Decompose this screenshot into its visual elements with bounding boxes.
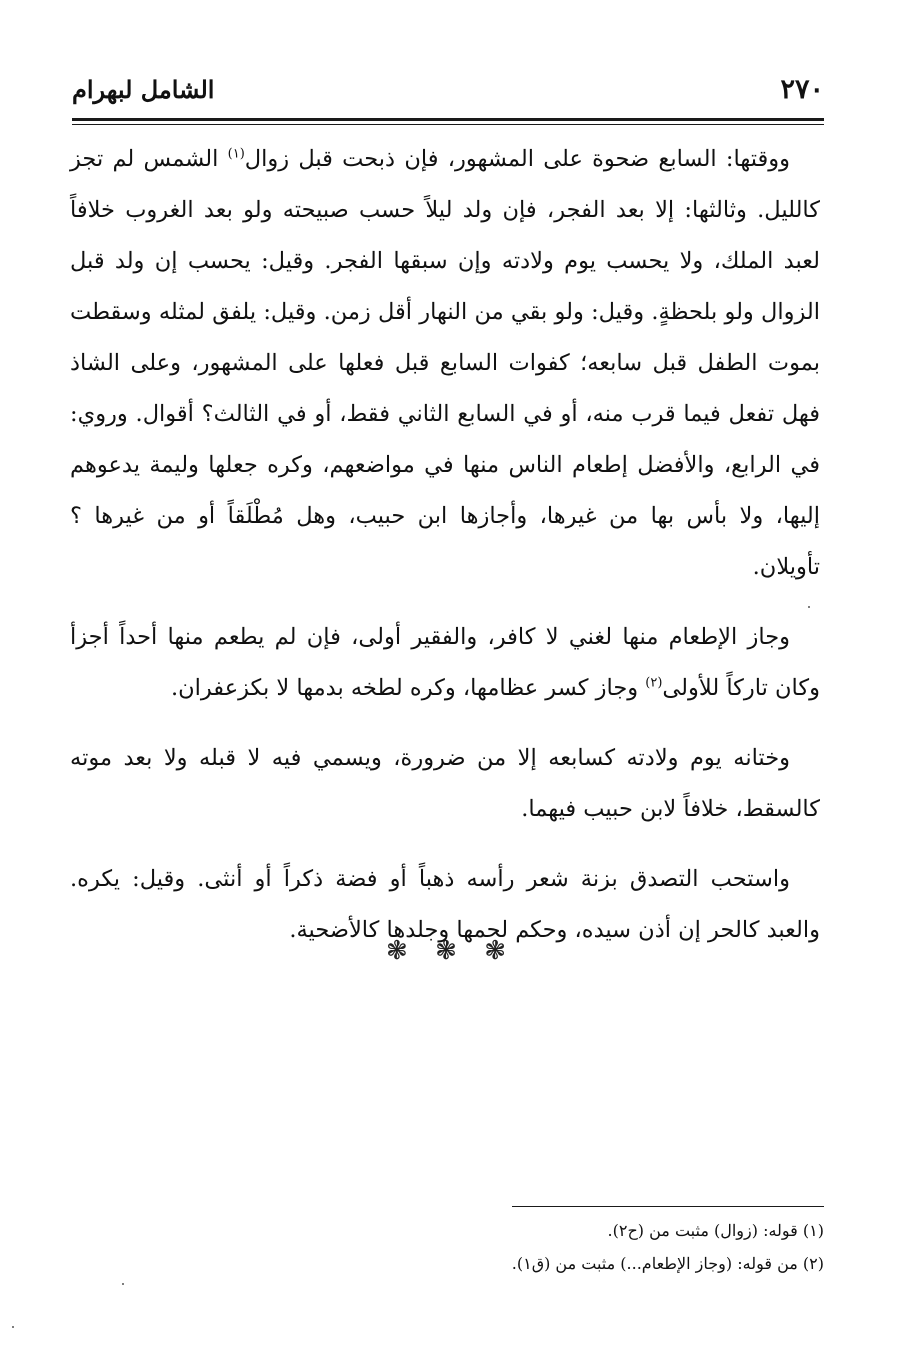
footnotes [400, 1214, 824, 1280]
page-number: ٢٧٠ [780, 74, 824, 105]
asterism-icon: ❃ [386, 936, 408, 966]
scan-speck [122, 1283, 124, 1285]
main-text [70, 134, 820, 975]
header-rule-thin [72, 124, 824, 125]
footnote-1: (١) قوله: (زوال) مثبت من (ح٢). [607, 1221, 824, 1240]
scan-speck [808, 606, 810, 608]
asterism-icon: ❃ [484, 936, 506, 966]
footnote-rule [512, 1206, 824, 1207]
paragraph-circumcision: وختانه يوم ولادته كسابعه إلا من ضرورة، ويسمي فيه لا قبله ولا بعد موته كالسقط، خلافاً لابن حبيب فيهما. [70, 745, 820, 822]
paragraph-text: وجاز الإطعام منها لغني لا كافر، والفقير أولى، فإن لم يطعم منها أحداً أجزأ وكان تاركاً للأولى [70, 624, 820, 701]
page-header [72, 70, 824, 110]
asterism-icon: ❃ [435, 936, 457, 966]
paragraph-text: ووقتها: السابع ضحوة على المشهور، فإن ذبحت قبل زوال [244, 146, 790, 172]
paragraph-hair-charity: واستحب التصدق بزنة شعر رأسه ذهباً أو فضة ذكراً أو أنثى. وقيل: يكره. والعبد كالحر إن أذن سيده، وحكم لحمها وجلدها كالأضحية. [70, 866, 820, 943]
running-title: الشامل لبهرام [72, 75, 215, 104]
paragraph-feeding [70, 612, 820, 714]
footnote-ref-1: (١) [227, 146, 245, 162]
paragraph-timing [70, 134, 820, 593]
header-rule [72, 118, 824, 121]
footnote-2: (٢) من قوله: (وجاز الإطعام...) مثبت من (ق١). [511, 1254, 824, 1273]
section-separator [386, 933, 506, 969]
paragraph-text: وجاز كسر عظامها، وكره لطخه بدمها لا بكزعفران. [170, 675, 639, 701]
paragraph-text: الشمس لم تجز كالليل. وثالثها: إلا بعد الفجر، فإن ولد ليلاً حسب صبيحته ولو بعد الغروب خلافاً لعبد الملك، ولا يحسب يوم ولادته وإن سبقها الفجر. وقيل: يحسب إن ولد قبل الزوال ولو بلحظةٍ. وقيل: ولو بقي من النهار أقل زمن. وقيل: يلفق لمثله وسقطت بموت الطفل قبل سابعه؛ كفوات السابع قبل فعلها على المشهور، وعلى الشاذ فهل تفعل فيما قرب منه، أو في السابع الثاني فقط، أو في الثالث؟ أقوال. وروي: في الرابع، والأفضل إطعام الناس منها في مواضعهم، وكره جعلها وليمة يدعوهم إليها، ولا بأس بها من غيرها، وأجازها ابن حبيب، وهل مُطْلَقاً أو من غيرها ؟ تأويلان. [70, 146, 820, 580]
footnote-ref-2: (٢) [645, 675, 663, 691]
scan-speck [12, 1326, 14, 1328]
